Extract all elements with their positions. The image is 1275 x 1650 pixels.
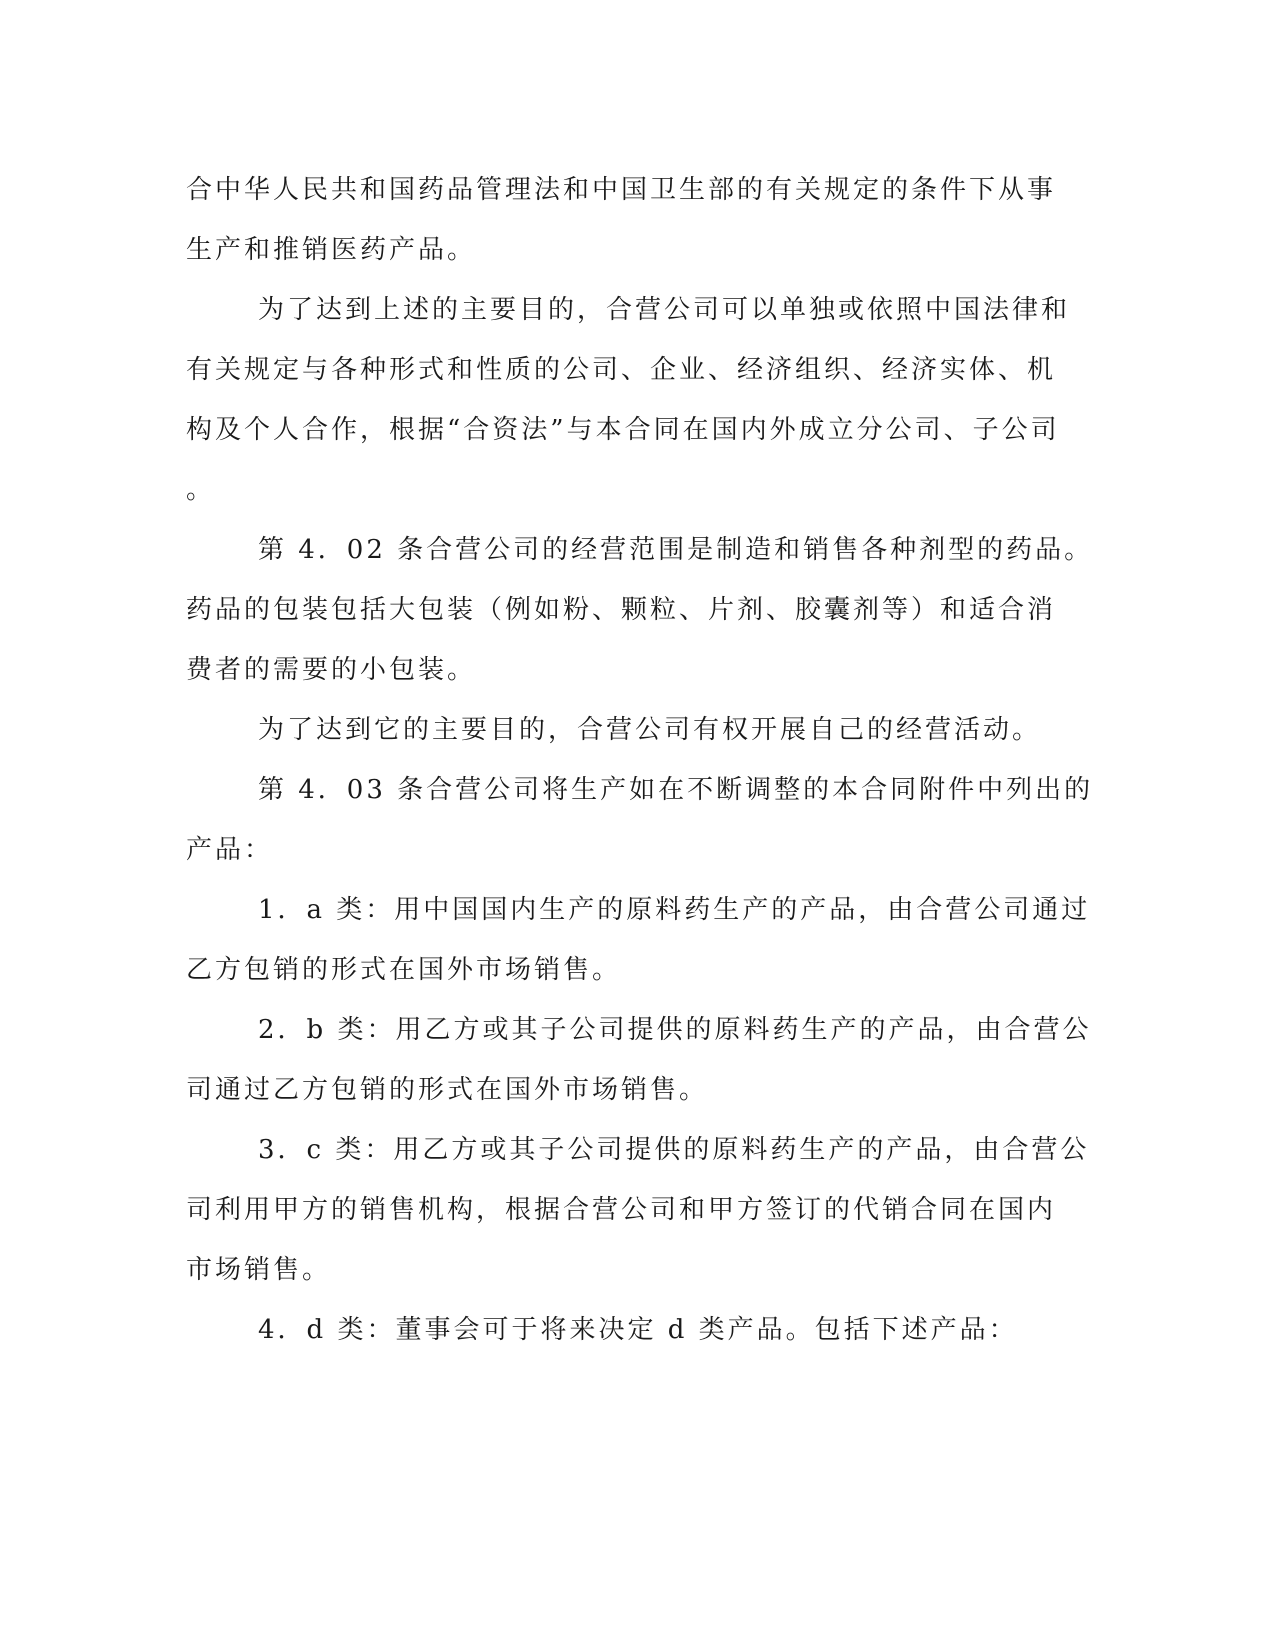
text-line: 合中华人民共和国药品管理法和中国卫生部的有关规定的条件下从事 — [186, 175, 1057, 205]
text-line: 司通过乙方包销的形式在国外市场销售。 — [186, 1075, 709, 1105]
text-line: 构及个人合作，根据“合资法”与本合同在国内外成立分公司、子公司 — [186, 415, 1060, 445]
text-line: 产品： — [186, 835, 274, 865]
text-line: 4．d 类：董事会可于将来决定 d 类产品。包括下述产品： — [258, 1315, 1018, 1345]
text-line: 第 4．02 条合营公司的经营范围是制造和销售各种剂型的药品。 — [258, 535, 1094, 565]
text-line: 3．c 类：用乙方或其子公司提供的原料药生产的产品，由合营公 — [258, 1135, 1090, 1165]
text-line: 司利用甲方的销售机构，根据合营公司和甲方签订的代销合同在国内 — [186, 1195, 1057, 1225]
text-line: 生产和推销医药产品。 — [186, 235, 477, 265]
text-line: 为了达到上述的主要目的，合营公司可以单独或依照中国法律和 — [258, 295, 1071, 325]
text-line: 1．a 类：用中国国内生产的原料药生产的产品，由合营公司通过 — [258, 895, 1091, 925]
text-line: 有关规定与各种形式和性质的公司、企业、经济组织、经济实体、机 — [186, 355, 1057, 385]
text-line: 为了达到它的主要目的，合营公司有权开展自己的经营活动。 — [258, 715, 1042, 745]
text-line: 费者的需要的小包装。 — [186, 655, 477, 685]
text-line: 药品的包装包括大包装（例如粉、颗粒、片剂、胶囊剂等）和适合消 — [186, 595, 1057, 625]
text-line: 第 4．03 条合营公司将生产如在不断调整的本合同附件中列出的 — [258, 775, 1094, 805]
document-body — [186, 160, 1094, 1360]
text-line: 。 — [186, 475, 216, 505]
text-line: 乙方包销的形式在国外市场销售。 — [186, 955, 622, 985]
text-line: 2．b 类：用乙方或其子公司提供的原料药生产的产品，由合营公 — [258, 1015, 1092, 1045]
text-line: 市场销售。 — [186, 1255, 332, 1285]
